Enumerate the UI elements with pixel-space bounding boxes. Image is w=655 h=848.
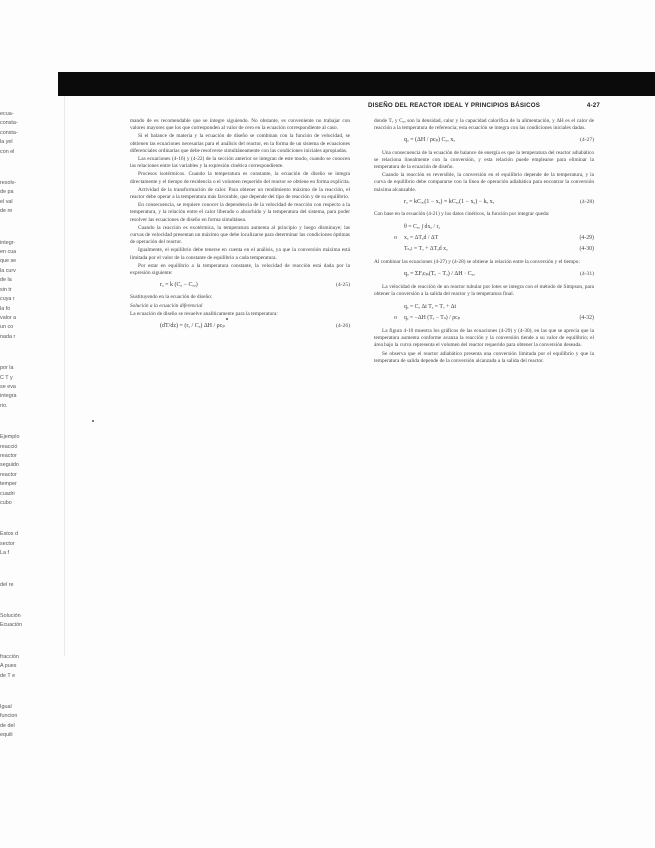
subsection-heading: Solución a la ecuación diferencial: [130, 302, 203, 309]
paragraph: Procesos isotérmicos. Cuando la temperatura es constante, la ecuación de diseño se integra directamente y el tiempo de residencia o el volumen requerido del reactor se obtiene en forma explícita.: [130, 171, 350, 185]
margin-fragment: C T y: [0, 374, 13, 381]
margin-fragment: un co: [0, 324, 14, 331]
equation-lhs: qₐ =: [404, 137, 414, 144]
running-head: [368, 102, 600, 114]
margin-gap: [0, 411, 64, 433]
equation-expression: xₐ = ΔTₐd / ΔT: [404, 235, 439, 242]
equation-row: [374, 244, 594, 255]
paragraph: Las ecuaciones (4-16) y (4-22) de la sección anterior se integran de este modo, cuando se conocen las relaciones entre las variables y la expresión cinética correspondiente.: [130, 156, 350, 170]
margin-fragment: La f: [0, 550, 9, 557]
margin-fragment: integra: [0, 393, 17, 400]
scan-speck: [226, 318, 228, 320]
paragraph: Actividad de la transformación de calor. Para obtener un rendimiento máximo de la reacción, el reactor debe operar a la temperatura más favorable, que depende del tipo de reacción y de su equilibrio.: [130, 186, 350, 201]
running-head-title: DISEÑO DEL REACTOR IDEAL Y PRINCIPIOS BÁSICOS: [368, 102, 541, 109]
margin-fragment: Solución: [0, 613, 21, 620]
equation-rhs: ΣFᵢcₚᵢ(Tₑ − Tₒ) / ΔH · Cₐₒ: [415, 271, 475, 278]
equation-lhs: (dT/dz): [160, 323, 178, 330]
equation-label: o: [394, 235, 397, 242]
right-text-column: [374, 118, 594, 638]
paragraph: Se observa que el reactor adiabático presenta una conversión limitada por el equilibrio y que la temperatura de salida depende de la conversión alcanzada a la salida del reactor.: [374, 350, 594, 364]
equation-rhs: = (rₐ / Cₐ) ΔH / ρcₚ: [179, 323, 225, 330]
margin-fragment: funcion: [0, 713, 18, 720]
margin-fragment: integr-: [0, 239, 16, 246]
paragraph: Cuando la reacción es exotérmica, la temperatura aumenta al principio y luego disminuye; las curvas de velocidad presentan un máximo que debe localizarse para determinar las condiciones óptimas de operación del reactor.: [130, 224, 350, 246]
equation-label: [394, 244, 404, 255]
equation-group-4-29-4-30: [374, 222, 594, 255]
equation-expression: Tₛₐₗ = Tₒ + ΔTₐd xₐ: [404, 246, 448, 253]
equation-4-25: [130, 282, 350, 289]
margin-fragment: Ecuación: [0, 622, 23, 629]
equation-lhs: qₐ =: [404, 271, 414, 278]
paragraph: Con base en la ecuación (4-21) y los datos cinéticos, la función por integrar queda:: [374, 211, 550, 218]
margin-fragment: de re: [0, 208, 13, 215]
margin-fragment: cuadri: [0, 490, 15, 497]
equation-group-4-32: [374, 302, 594, 324]
paragraph: La velocidad de reacción de un reactor tubular por lotes se integra con el método de Simpson, para obtener la conversión a la salida del reactor y la temperatura final.: [374, 283, 594, 297]
margin-fragment: se eva: [0, 383, 16, 390]
paragraph: mando de es recomendable que se integre siguiendo. No obstante, es conveniente no trabajar con valores mayores que los que corresponden al valor de cero en la ecuación correspondiente al caso.: [130, 118, 350, 132]
margin-fragment: de T e: [0, 672, 16, 679]
margin-gap: [0, 342, 64, 364]
margin-fragment: temper: [0, 481, 17, 488]
equation-number: (4-32): [579, 315, 594, 322]
margin-fragment: valor a: [0, 314, 17, 321]
margin-fragment: Estos d: [0, 531, 18, 538]
equation-number: (4-31): [580, 271, 594, 278]
paragraph: Al combinar las ecuaciones (4-27) y (4-28) se obtiene la relación entre la conversión y el tiempo:: [374, 259, 580, 266]
equation-rhs: k (Cₐ − Cₐₑ): [170, 282, 198, 289]
paragraph: donde Tₒ y Cₐₒ son la densidad, calor y la capacidad calorífica de la alimentación, y ΔH es el calor de reacción a la temperatura de referencia; esta ecuación se integra con las condiciones iniciales dadas.: [374, 118, 594, 132]
equation-expression: qₐ = Cₐ Δt Tₐ = Tₒ + Δt: [404, 304, 457, 311]
scan-speck: [92, 420, 94, 422]
paragraph: Una consecuencia de la ecuación de balance de energía es que la temperatura del reactor adiabático se relaciona linealmente con la conversión, y esta relación puede emplearse para eliminar la temperatura de la ecuación de diseño.: [374, 149, 594, 171]
equation-row: [374, 313, 594, 324]
margin-fragment: la fo: [0, 305, 11, 312]
equation-expression: θ = Cₐₒ ∫ dxₐ / rₐ: [404, 224, 440, 231]
margin-fragment: reacció: [0, 443, 18, 450]
margin-fragment: rio.: [0, 402, 8, 409]
margin-fragment: seguido: [0, 462, 19, 469]
margin-fragment: consta-: [0, 120, 18, 127]
paragraph: Igualmente, el equilibrio debe tenerse en cuenta en el análisis, ya que la conversión máxima está limitada por el valor de la constante de equilibrio a cada temperatura.: [130, 247, 350, 261]
margin-fragment: en cua: [0, 249, 17, 256]
margin-fragment: de pa: [0, 189, 14, 196]
equation-rhs: = kCₐₒ(1 − xₐ) − kₑ xₐ: [443, 198, 495, 205]
paragraph: La ecuación de diseño se resuelve analíticamente para la temperatura:: [130, 310, 278, 317]
paragraph: En consecuencia, se requiere conocer la dependencia de la velocidad de reacción con respecto a la temperatura, y la relación entre el calor liberado o absorbido y la temperatura del sistema, para poder resolver las ecuaciones de diseño en forma simultánea.: [130, 202, 350, 223]
equation-number: (4-29): [579, 235, 594, 242]
equation-row: [374, 302, 594, 313]
equation-number: (4-27): [580, 137, 594, 144]
margin-gap: [0, 590, 64, 612]
margin-fragment: que se: [0, 258, 17, 265]
equation-lhs: rₐ = kCₐₒ(1 − xₐ): [404, 198, 443, 205]
gutter-shadow: [64, 96, 65, 656]
equation-rhs: (ΔH / ρcₚ) Cₐₒ xₐ: [415, 137, 455, 144]
margin-fragment: cubo: [0, 500, 12, 506]
margin-fragment: reactor: [0, 452, 17, 459]
margin-fragment: nada r: [0, 333, 16, 340]
margin-gap: [0, 559, 64, 581]
equation-lhs: rₐ =: [160, 282, 169, 289]
margin-fragment: cuya r: [0, 296, 15, 303]
margin-gap: [0, 157, 64, 179]
margin-fragment: resolv-: [0, 180, 17, 187]
equation-row: [374, 222, 594, 233]
margin-fragment: con el: [0, 148, 15, 155]
equation-number: (4-25): [336, 282, 350, 289]
equation-number: (4-30): [579, 246, 594, 253]
margin-gap: [0, 217, 64, 239]
margin-fragment: sin tr: [0, 286, 12, 293]
paragraph: Por estar en equilibrio a la temperatura constante, la velocidad de reacción está dada por la expresión siguiente:: [130, 262, 350, 277]
margin-fragment: consta-: [0, 129, 18, 136]
margin-fragment: fracción: [0, 653, 19, 660]
margin-gap: [0, 508, 64, 530]
equation-4-28: [374, 199, 594, 206]
equation-expression: qₐ = −ΔH (Tₑ − Tₛ) / ρcₚ: [404, 315, 461, 322]
equation-4-27: [374, 137, 594, 144]
margin-fragment: la yel: [0, 139, 13, 146]
equation-number: (4-26): [336, 323, 350, 330]
margin-fragment: A pues: [0, 663, 17, 670]
equation-row: [374, 233, 594, 244]
margin-fragment: del re: [0, 581, 14, 588]
left-page-margin-fragments: [0, 110, 64, 739]
equation-label: [394, 302, 404, 313]
equation-4-31: [374, 271, 594, 278]
equation-4-26: [130, 323, 350, 330]
margin-fragment: Igual: [0, 704, 12, 711]
paragraph: Sustituyendo en la ecuación de diseño:: [130, 294, 213, 301]
margin-fragment: de la: [0, 277, 12, 284]
margin-fragment: el val: [0, 198, 13, 205]
equation-label: [394, 222, 404, 233]
margin-fragment: reactor: [0, 471, 17, 478]
left-text-column: [130, 118, 350, 588]
paragraph: Cuando la reacción es reversible, la conversión en el equilibrio depende de la temperatura, y la curva de equilibrio debe compararse con la línea de operación adiabática para encontrar la conversión máxima alcanzable.: [374, 172, 594, 193]
margin-fragment: ecua-: [0, 111, 14, 117]
page-number: 4-27: [586, 102, 600, 109]
margin-fragment: equili: [0, 732, 13, 739]
margin-fragment: por la: [0, 365, 14, 372]
equation-number: (4-28): [580, 198, 594, 205]
margin-fragment: Ejemplo: [0, 434, 20, 441]
margin-fragment: la curv: [0, 267, 16, 274]
page-header-band: [58, 72, 655, 96]
margin-fragment: de del: [0, 722, 15, 729]
margin-gap: [0, 631, 64, 653]
paragraph: Si el balance de materia y la ecuación de diseño se combinan con la función de velocidad, se obtienen las ecuaciones necesarias para el análisis del reactor, en la forma de un sistema de ecuaciones diferenciales ordinarias que debe resolverse simultáneamente con las condiciones iniciales apropiadas.: [130, 133, 350, 154]
paragraph: La figura 4-10 muestra los gráficos de las ecuaciones (4-29) y (4-30), en las que se aprecia que la temperatura aumenta conforme avanza la reacción y la conversión tiende a su valor de equilibrio; el área bajo la curva representa el volumen del reactor requerido para obtener la conversión deseada.: [374, 328, 594, 349]
margin-gap: [0, 681, 64, 703]
equation-label: o: [394, 315, 397, 322]
margin-fragment: sector: [0, 540, 15, 547]
